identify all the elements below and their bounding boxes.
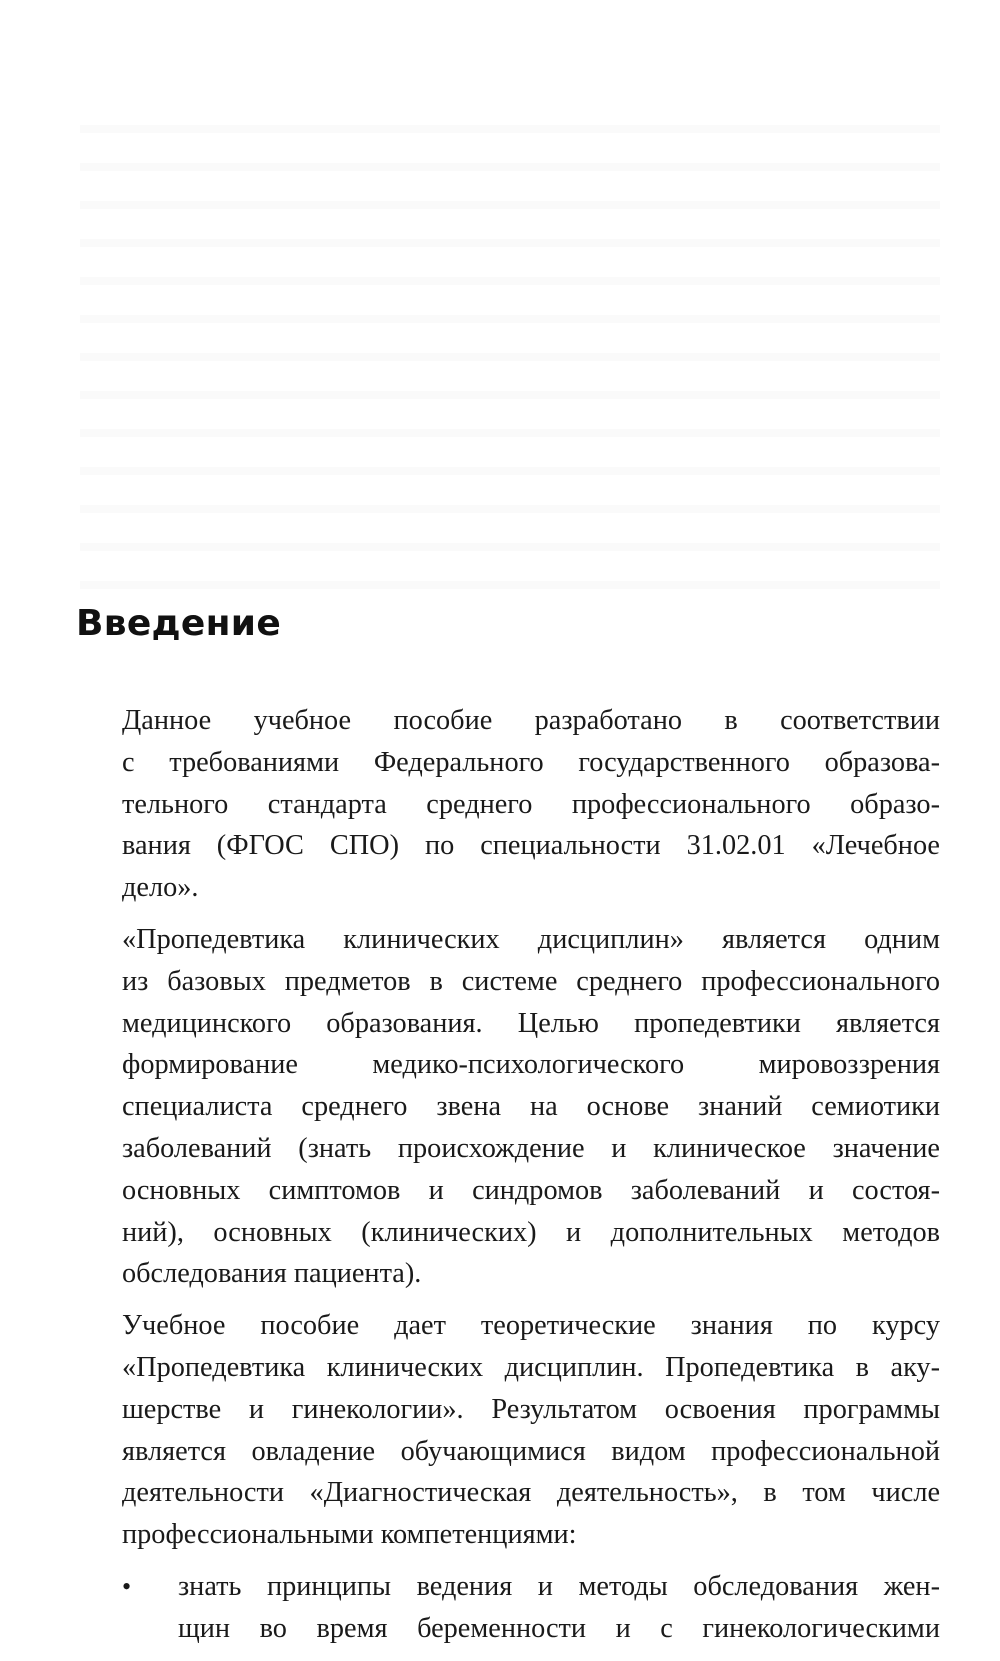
text-line: с требованиями Федерального государственного образова- [122,746,940,778]
text-line: «Пропедевтика клинических дисциплин» является одним [122,923,940,955]
text-line: является овладение обучающимися видом профессиональной [122,1435,940,1467]
text-line: тельного стандарта среднего профессионального образо- [122,788,940,820]
paragraph-intro [78,700,940,909]
show-through-area [80,95,940,595]
list-item [78,1566,940,1650]
text-line: специалиста среднего звена на основе знаний семиотики [122,1091,940,1123]
text-line: формирование медико-психологического мировоззрения [122,1049,940,1081]
text-line: заболеваний (знать происхождение и клиническое значение [122,1132,940,1164]
paragraph-course [78,1305,940,1556]
text-line: обследования пациента). [122,1258,422,1290]
section-heading: Введение [76,603,282,644]
text-line: дело». [122,872,199,904]
text-line: знать принципы ведения и методы обследования жен- [178,1570,940,1602]
text-line: деятельности «Диагностическая деятельность», в том числе [122,1477,940,1509]
text-line: «Пропедевтика клинических дисциплин. Пропедевтика в аку- [122,1351,940,1383]
body-text [78,700,940,1650]
text-line: шерстве и гинекологии». Результатом освоения программы [122,1393,940,1425]
text-line: медицинского образования. Целью пропедевтики является [122,1007,940,1039]
competency-list [78,1566,940,1650]
paragraph-propedeutics [78,919,940,1295]
text-line: вания (ФГОС СПО) по специальности 31.02.01 «Лечебное [122,830,940,862]
text-line: ний), основных (клинических) и дополнительных методов [122,1216,940,1248]
text-line: профессиональными компетенциями: [122,1519,577,1551]
text-line: Учебное пособие дает теоретические знания по курсу [122,1310,940,1342]
text-line: из базовых предметов в системе среднего профессионального [122,965,940,997]
text-line: основных симптомов и синдромов заболеваний и состоя- [122,1174,940,1206]
text-line: щин во время беременности и с гинекологическими [178,1612,940,1644]
bullet-icon: • [122,1571,132,1601]
text-line: Данное учебное пособие разработано в соответствии [122,705,940,736]
